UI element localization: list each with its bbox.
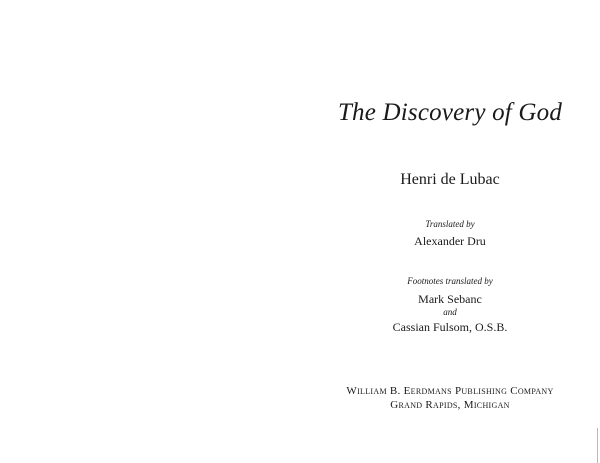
footnotes-translated-by-label: Footnotes translated by	[407, 276, 493, 286]
book-title: The Discovery of God	[337, 99, 563, 126]
publisher-name: William B. Eerdmans Publishing Company	[346, 385, 554, 397]
translated-by-label: Translated by	[425, 219, 475, 229]
page-edge-mark	[597, 428, 598, 463]
author-name: Henri de Lubac	[400, 171, 500, 188]
translator-name: Alexander Dru	[414, 234, 486, 248]
footnote-translator-2: Cassian Fulsom, O.S.B.	[392, 320, 508, 334]
conjunction-and: and	[443, 307, 457, 317]
footnote-translator-1: Mark Sebanc	[418, 292, 482, 306]
publisher-location: Grand Rapids, Michigan	[390, 399, 510, 411]
